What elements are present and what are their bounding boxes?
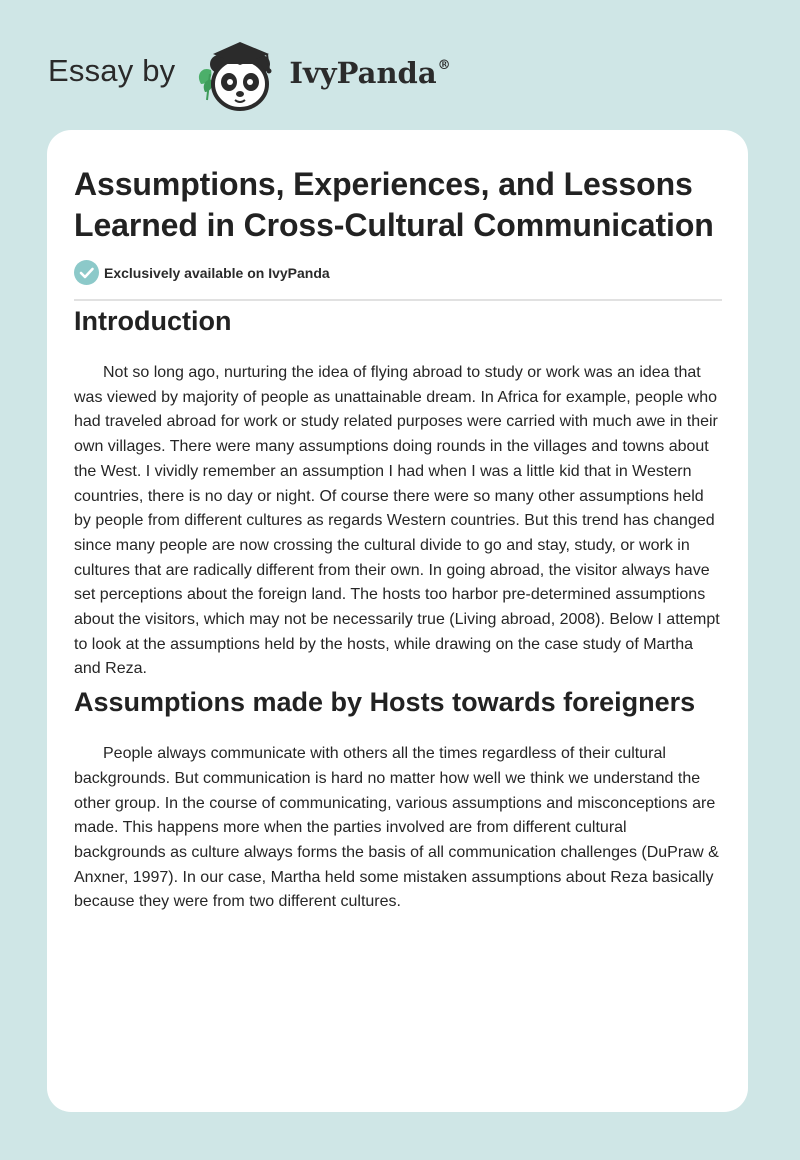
section-paragraph-assumptions: People always communicate with others all the times regardless of their cultural backgrounds. But communication is hard no matter how well we think we understand the other group. In the course of communicating, various assumptions and misconceptions are made. This happens more when the parties involved are from different cultural backgrounds as culture always forms the basis of all communication challenges (DuPraw & Anxner, 1997). In our case, Martha held some mistaken assumptions about Reza basically because they were from two different cultures.	[74, 745, 719, 911]
brand-name[interactable]	[289, 56, 450, 90]
brand-text: IvyPanda	[289, 56, 437, 90]
trademark-symbol: ®	[437, 58, 451, 73]
site-header	[48, 34, 451, 114]
check-circle-icon	[74, 260, 99, 285]
essay-card	[47, 130, 748, 1112]
exclusive-badge	[74, 260, 722, 285]
page-title: Assumptions, Experiences, and Lessons Learned in Cross-Cultural Communication	[74, 166, 714, 243]
essay-by-label: Essay by	[48, 53, 176, 88]
panda-graduate-icon[interactable]	[193, 34, 285, 114]
section-heading-introduction: Introduction	[74, 306, 232, 336]
section-heading-assumptions: Assumptions made by Hosts towards foreigners	[74, 687, 696, 718]
exclusive-badge-text: Exclusively available on IvyPanda	[104, 264, 330, 281]
section-paragraph-introduction: Not so long ago, nurturing the idea of flying abroad to study or work was an idea that was viewed by majority of people as unattainable dream. In Africa for example, people who had traveled abroad for work or study related purposes were carried with much awe in their own villages. There were many assumptions doing rounds in the villages and towns about the West. I vividly remember an assumption I had when I was a little kid that in Western countries, there is no day or night. Of course there were so many other assumptions held by people from different cultures as regards Western countries. But this trend has changed since many people are now crossing the cultural divide to go and stay, study, or work in cultures that are radically different from their own. In going abroad, the visitor always have set perceptions about the foreign land. The hosts too harbor pre-determined assumptions about the visitors, which may not be necessarily true (Living abroad, 2008). Below I attempt to look at the assumptions held by the hosts, while drawing on the case study of Martha and Reza.	[74, 364, 720, 678]
